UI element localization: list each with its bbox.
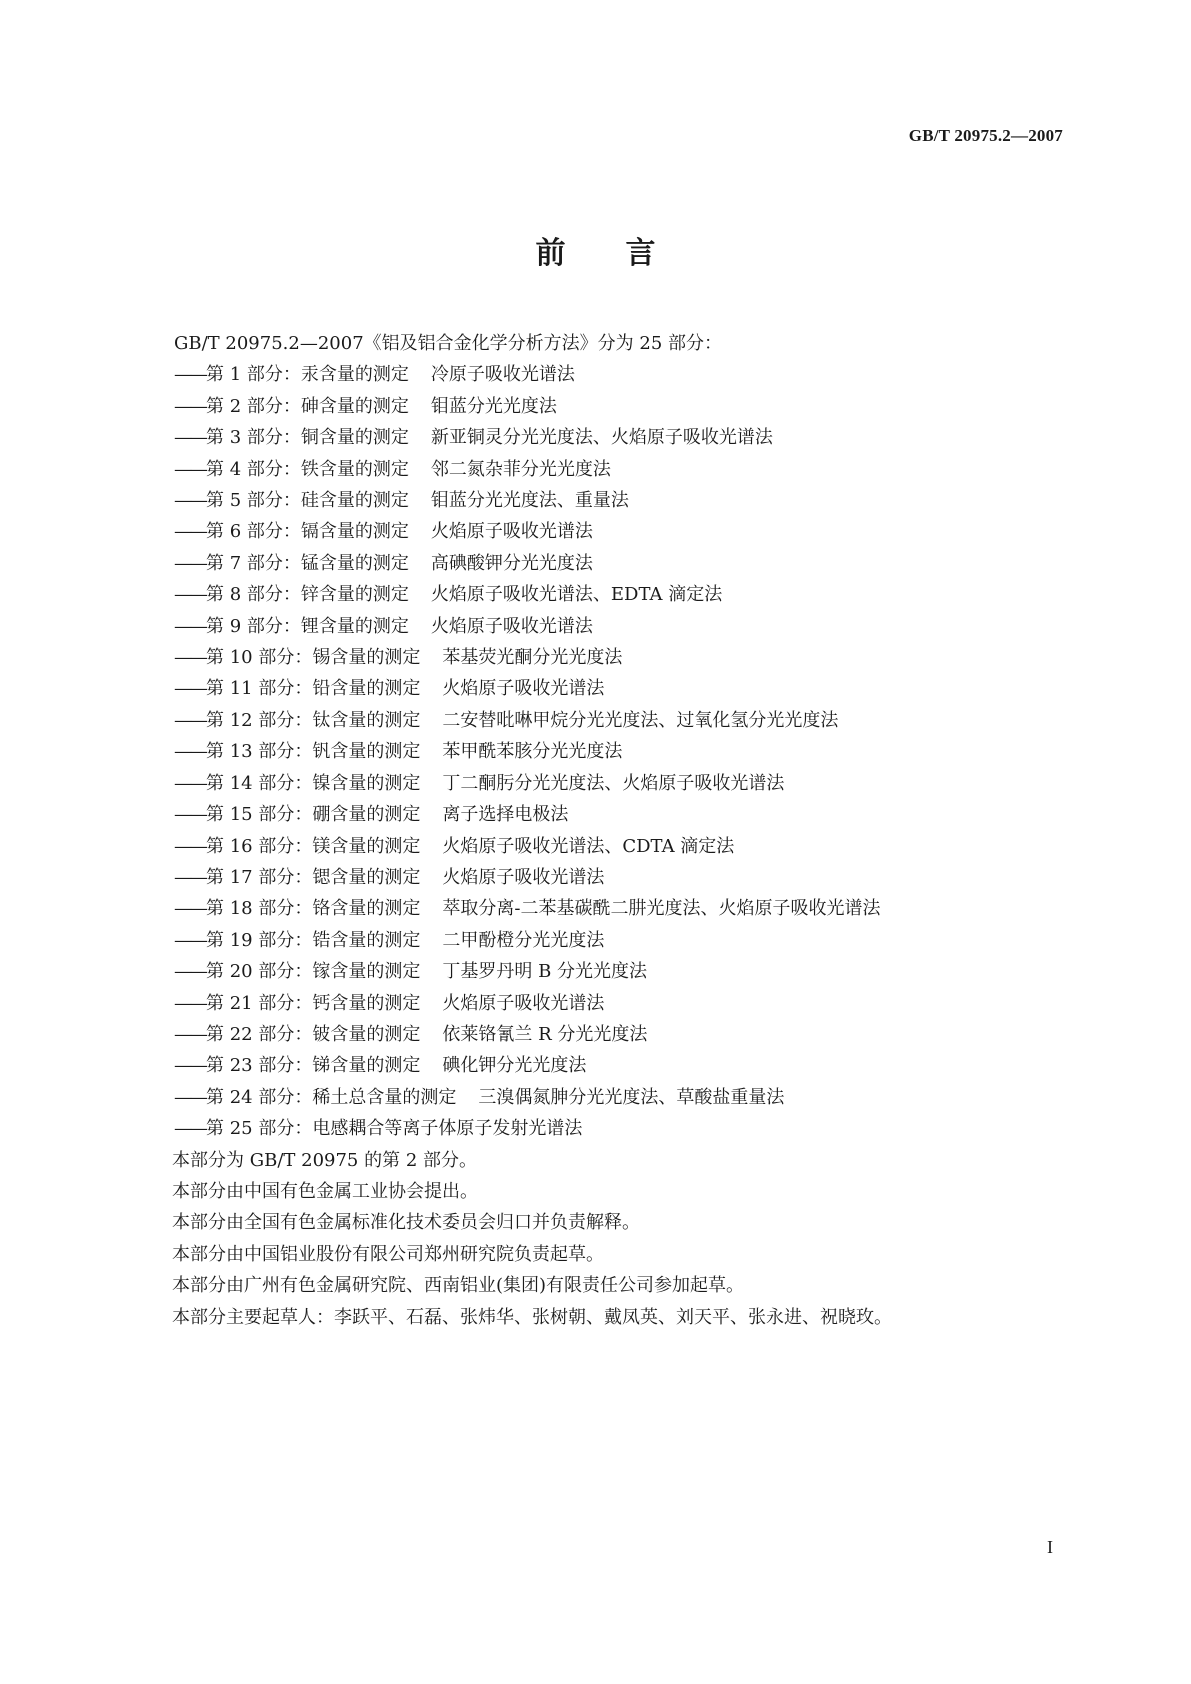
part-label: 第 1 部分：汞含量的测定 — [206, 364, 409, 386]
list-dash: —— — [174, 458, 206, 480]
part-label: 第 3 部分：铜含量的测定 — [206, 427, 409, 449]
part-method: 火焰原子吸收光谱法、EDTA 滴定法 — [430, 584, 723, 606]
part-label: 第 15 部分：硼含量的测定 — [206, 804, 421, 826]
list-item — [174, 391, 1074, 422]
list-dash: —— — [174, 552, 206, 574]
list-dash: —— — [174, 490, 206, 512]
part-label: 第 6 部分：镉含量的测定 — [206, 521, 409, 543]
part-method: 邻二氮杂菲分光光度法 — [430, 458, 611, 480]
list-item — [174, 642, 1074, 673]
list-dash: —— — [174, 1055, 206, 1077]
part-method: 新亚铜灵分光光度法、火焰原子吸收光谱法 — [430, 427, 773, 449]
part-label: 第 21 部分：钙含量的测定 — [206, 992, 421, 1014]
list-dash: —— — [174, 772, 206, 794]
statement-paragraph: 本部分由全国有色金属标准化技术委员会归口并负责解释。 — [172, 1212, 640, 1234]
part-method: 二甲酚橙分光光度法 — [442, 929, 605, 951]
page-title: 前言 — [535, 236, 716, 271]
list-item — [174, 485, 1074, 516]
list-dash: —— — [174, 647, 206, 669]
list-item — [174, 454, 1074, 485]
list-dash: —— — [174, 584, 206, 606]
part-method: 苯甲酰苯胲分光光度法 — [442, 741, 623, 763]
list-item — [174, 956, 1074, 987]
part-label: 第 7 部分：锰含量的测定 — [206, 552, 409, 574]
part-method: 苯基荧光酮分光光度法 — [442, 647, 623, 669]
part-label: 第 17 部分：锶含量的测定 — [206, 866, 421, 888]
list-dash: —— — [174, 835, 206, 857]
statement-paragraph: 本部分由中国铝业股份有限公司郑州研究院负责起草。 — [172, 1243, 604, 1265]
part-method: 火焰原子吸收光谱法 — [430, 521, 593, 543]
parts-list — [174, 359, 1074, 1144]
list-item — [174, 736, 1074, 767]
list-dash: —— — [174, 709, 206, 731]
part-label: 第 23 部分：锑含量的测定 — [206, 1055, 421, 1077]
list-item — [174, 1050, 1074, 1081]
part-method: 丁基罗丹明 B 分光光度法 — [442, 961, 648, 983]
part-method: 火焰原子吸收光谱法 — [430, 615, 593, 637]
part-method: 依莱铬氰兰 R 分光光度法 — [442, 1023, 648, 1045]
list-item — [174, 1019, 1074, 1050]
list-dash: —— — [174, 427, 206, 449]
part-label: 第 16 部分：镁含量的测定 — [206, 835, 421, 857]
part-label: 第 12 部分：钛含量的测定 — [206, 709, 421, 731]
list-item — [174, 548, 1074, 579]
list-item — [174, 925, 1074, 956]
list-item — [174, 705, 1074, 736]
list-item — [174, 579, 1074, 610]
part-label: 第 8 部分：锌含量的测定 — [206, 584, 409, 606]
part-label: 第 24 部分：稀土总含量的测定 — [206, 1086, 457, 1108]
part-method: 高碘酸钾分光光度法 — [430, 552, 593, 574]
list-item — [174, 1082, 1074, 1113]
list-dash: —— — [174, 804, 206, 826]
statements-list — [174, 1145, 1074, 1333]
list-item — [174, 359, 1074, 390]
statement-paragraph: 本部分为 GB/T 20975 的第 2 部分。 — [172, 1149, 477, 1171]
part-label: 第 5 部分：硅含量的测定 — [206, 490, 409, 512]
list-item — [174, 988, 1074, 1019]
part-method: 火焰原子吸收光谱法 — [442, 866, 605, 888]
statement-paragraph: 本部分由中国有色金属工业协会提出。 — [172, 1180, 478, 1202]
list-item — [174, 422, 1074, 453]
list-dash: —— — [174, 364, 206, 386]
part-method: 冷原子吸收光谱法 — [430, 364, 575, 386]
part-label: 第 11 部分：铅含量的测定 — [206, 678, 421, 700]
part-label: 第 25 部分：电感耦合等离子体原子发射光谱法 — [206, 1118, 583, 1140]
list-item — [174, 893, 1074, 924]
list-dash: —— — [174, 992, 206, 1014]
part-label: 第 10 部分：锡含量的测定 — [206, 647, 421, 669]
part-label: 第 2 部分：砷含量的测定 — [206, 395, 409, 417]
part-label: 第 13 部分：钒含量的测定 — [206, 741, 421, 763]
list-dash: —— — [174, 1118, 206, 1140]
list-dash: —— — [174, 741, 206, 763]
part-method: 离子选择电极法 — [442, 804, 569, 826]
part-method: 火焰原子吸收光谱法、CDTA 滴定法 — [442, 835, 735, 857]
list-dash: —— — [174, 615, 206, 637]
part-label: 第 14 部分：镍含量的测定 — [206, 772, 421, 794]
statement-paragraph: 本部分由广州有色金属研究院、西南铝业(集团)有限责任公司参加起草。 — [172, 1275, 745, 1297]
part-label: 第 20 部分：镓含量的测定 — [206, 961, 421, 983]
part-label: 第 19 部分：锆含量的测定 — [206, 929, 421, 951]
list-item — [174, 799, 1074, 830]
list-dash: —— — [174, 1023, 206, 1045]
list-item — [174, 611, 1074, 642]
part-label: 第 9 部分：锂含量的测定 — [206, 615, 409, 637]
list-dash: —— — [174, 521, 206, 543]
list-item — [174, 862, 1074, 893]
part-method: 火焰原子吸收光谱法 — [442, 992, 605, 1014]
part-label: 第 4 部分：铁含量的测定 — [206, 458, 409, 480]
list-item — [174, 516, 1074, 547]
intro-paragraph: GB/T 20975.2—2007《铝及铝合金化学分析方法》分为 25 部分： — [174, 333, 722, 354]
part-method: 三溴偶氮胂分光光度法、草酸盐重量法 — [478, 1086, 785, 1108]
page-number: I — [1047, 1537, 1053, 1557]
part-label: 第 22 部分：铍含量的测定 — [206, 1023, 421, 1045]
list-item — [174, 673, 1074, 704]
part-method: 钼蓝分光光度法、重量法 — [430, 490, 629, 512]
list-dash: —— — [174, 395, 206, 417]
list-item — [174, 1113, 1074, 1144]
part-method: 火焰原子吸收光谱法 — [442, 678, 605, 700]
list-item — [174, 831, 1074, 862]
standard-code: GB/T 20975.2—2007 — [908, 126, 1063, 145]
list-dash: —— — [174, 929, 206, 951]
list-dash: —— — [174, 678, 206, 700]
part-method: 碘化钾分光光度法 — [442, 1055, 587, 1077]
part-method: 钼蓝分光光度法 — [430, 395, 557, 417]
part-method: 萃取分离-二苯基碳酰二肼光度法、火焰原子吸收光谱法 — [442, 898, 881, 920]
statement-paragraph: 本部分主要起草人：李跃平、石磊、张炜华、张树朝、戴凤英、刘天平、张永进、祝晓玫。 — [172, 1306, 892, 1328]
foreword-body — [174, 328, 1074, 1333]
list-dash: —— — [174, 961, 206, 983]
part-method: 丁二酮肟分光光度法、火焰原子吸收光谱法 — [442, 772, 785, 794]
part-label: 第 18 部分：铬含量的测定 — [206, 898, 421, 920]
list-dash: —— — [174, 866, 206, 888]
list-dash: —— — [174, 898, 206, 920]
part-method: 二安替吡啉甲烷分光光度法、过氧化氢分光光度法 — [442, 709, 839, 731]
list-item — [174, 768, 1074, 799]
list-dash: —— — [174, 1086, 206, 1108]
